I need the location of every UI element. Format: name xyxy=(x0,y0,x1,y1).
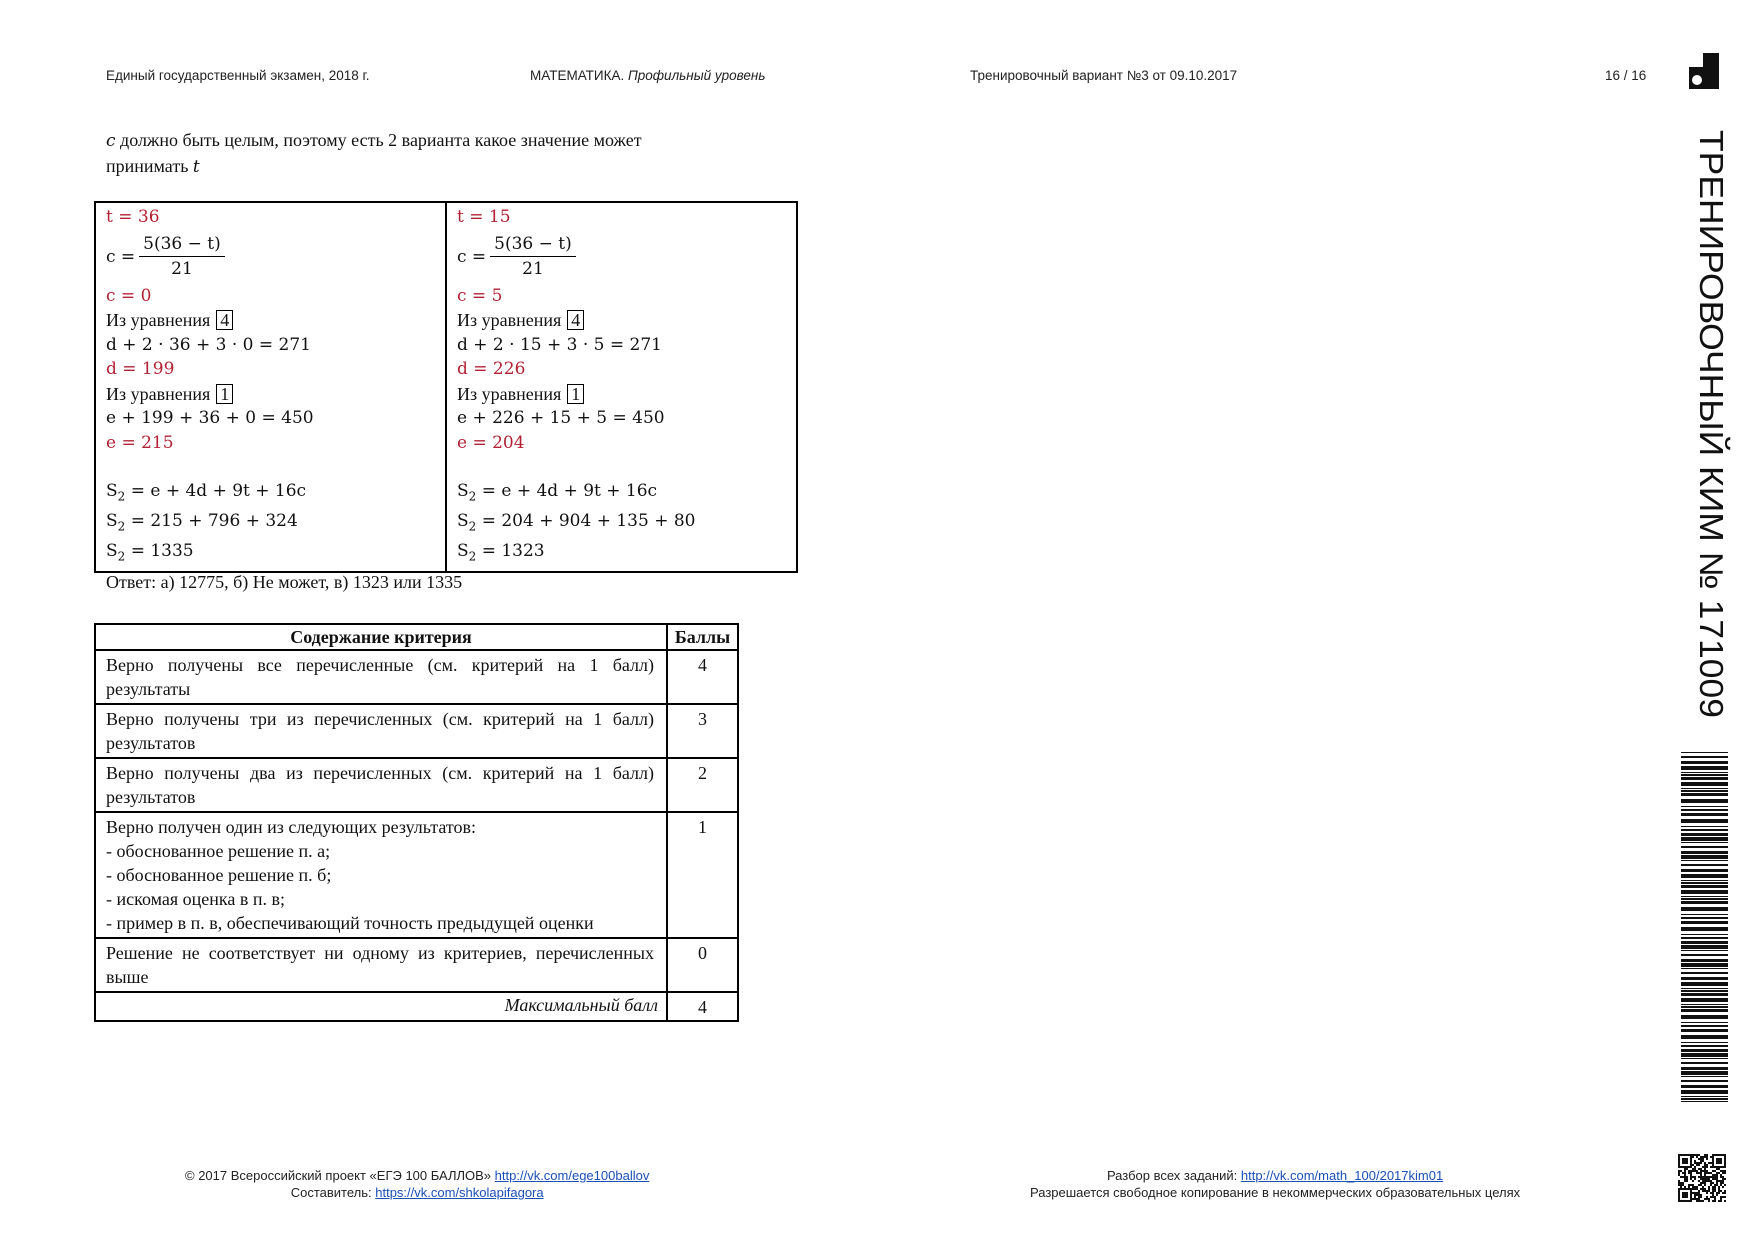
intro-var-t: t xyxy=(192,157,200,177)
table-row xyxy=(95,812,738,938)
e-value: e = 215 xyxy=(106,432,174,453)
footer-link-project[interactable]: http://vk.com/ege100ballov xyxy=(494,1168,650,1183)
s2-subscript: 2 xyxy=(117,489,126,504)
s2-subscript: 2 xyxy=(468,519,477,534)
s2-formula-expr: = e + 4d + 9t + 16c xyxy=(476,481,658,501)
s2-sum-expr: = 204 + 904 + 135 + 80 xyxy=(476,510,696,531)
footer-license: Разрешается свободное копирование в некоммерческих образовательных целях xyxy=(1030,1185,1521,1200)
criterion-text xyxy=(95,812,667,938)
intro-var-c: c xyxy=(106,131,116,151)
table-row xyxy=(95,938,738,992)
fraction-numerator: 5(36 − t) xyxy=(490,234,576,257)
criteria-table xyxy=(94,623,739,1022)
footer-author-label: Составитель: xyxy=(290,1185,372,1200)
s2-sum xyxy=(106,509,435,539)
equation-number-box: 1 xyxy=(216,384,233,404)
e-equation: e + 199 + 36 + 0 = 450 xyxy=(106,408,314,428)
criterion-text: Верно получены все перечисленные (см. критерий на 1 балл) результаты xyxy=(95,650,667,704)
criterion-text: Верно получены три из перечисленных (см. критерий на 1 балл) результатов xyxy=(95,704,667,758)
criterion-line: - обоснованное решение п. б; xyxy=(106,865,332,885)
table-row xyxy=(95,650,738,704)
s2-result xyxy=(457,539,786,569)
intro-text-2: принимать xyxy=(106,156,193,176)
equation-ref-label: Из уравнения xyxy=(106,383,211,404)
criterion-text: Верно получены два из перечисленных (см. критерий на 1 балл) результатов xyxy=(95,758,667,812)
criteria-header-content: Содержание критерия xyxy=(95,624,667,650)
fraction-denominator: 21 xyxy=(522,259,544,279)
s2-symbol: S xyxy=(457,481,469,501)
equation-number-box: 4 xyxy=(216,310,233,330)
equation-number-box: 4 xyxy=(567,310,584,330)
criterion-line: - пример в п. в, обеспечивающий точность предыдущей оценки xyxy=(106,913,594,933)
criterion-score: 1 xyxy=(667,812,738,938)
s2-result xyxy=(106,539,435,569)
criterion-score: 2 xyxy=(667,758,738,812)
s2-sum xyxy=(457,509,786,539)
fraction xyxy=(490,234,576,279)
s2-symbol: S xyxy=(106,540,118,561)
equation-ref-4 xyxy=(457,308,786,333)
header-variant: Тренировочный вариант №3 от 09.10.2017 xyxy=(970,68,1238,83)
criteria-header-score: Баллы xyxy=(667,624,738,650)
equation-number-box: 1 xyxy=(567,384,584,404)
criteria-header-row xyxy=(95,624,738,650)
header-subject-level: Профильный уровень xyxy=(627,68,766,83)
footer-right xyxy=(1030,1167,1520,1201)
solution-case-right xyxy=(446,202,797,572)
criterion-score: 4 xyxy=(667,650,738,704)
qr-code-icon xyxy=(1678,1154,1726,1202)
s2-symbol: S xyxy=(457,510,469,531)
criteria-max-row xyxy=(95,992,738,1021)
t-value: t = 15 xyxy=(457,207,511,227)
equation-ref-4 xyxy=(106,308,435,333)
equation-ref-label: Из уравнения xyxy=(457,310,562,330)
s2-subscript: 2 xyxy=(468,549,477,564)
page-number: 16 / 16 xyxy=(1605,68,1647,83)
d-equation: d + 2 · 36 + 3 · 0 = 271 xyxy=(106,334,311,355)
equation-ref-1 xyxy=(457,382,786,407)
equation-ref-label: Из уравнения xyxy=(106,310,211,330)
header-subject-name: МАТЕМАТИКА. xyxy=(530,68,625,83)
answer-line: Ответ: а) 12775, б) Не может, в) 1323 или 1335 xyxy=(106,572,463,592)
max-score-label: Максимальный балл xyxy=(95,992,667,1021)
intro-text-1: должно быть целым, поэтому есть 2 варианта какое значение может xyxy=(115,130,642,150)
c-formula-label: c = xyxy=(106,246,136,267)
d-equation: d + 2 · 15 + 3 · 5 = 271 xyxy=(457,334,662,355)
fraction xyxy=(139,234,225,279)
header-subject xyxy=(530,68,765,83)
criterion-score: 3 xyxy=(667,704,738,758)
d-value: d = 199 xyxy=(106,359,175,379)
s2-sum-expr: = 215 + 796 + 324 xyxy=(125,510,298,531)
max-score-value: 4 xyxy=(667,992,738,1021)
criterion-score: 0 xyxy=(667,938,738,992)
s2-subscript: 2 xyxy=(117,519,126,534)
s2-formula-expr: = e + 4d + 9t + 16c xyxy=(125,481,307,501)
equation-ref-1 xyxy=(106,382,435,407)
s2-result-expr: = 1335 xyxy=(125,540,194,561)
footer-copyright-text: © 2017 Всероссийский проект «ЕГЭ 100 БАЛЛОВ» xyxy=(185,1168,492,1183)
s2-result-expr: = 1323 xyxy=(476,540,545,561)
criterion-text: Решение не соответствует ни одному из критериев, перечисленных выше xyxy=(95,938,667,992)
e-value: e = 204 xyxy=(457,432,525,453)
c-formula-label: c = xyxy=(457,246,487,267)
barcode-icon xyxy=(1681,752,1728,1102)
criterion-line: - обоснованное решение п. а; xyxy=(106,841,331,861)
c-formula xyxy=(457,230,786,284)
footer-solutions xyxy=(1030,1167,1520,1184)
logo-icon xyxy=(1689,53,1719,89)
c-value: c = 0 xyxy=(106,285,152,306)
s2-symbol: S xyxy=(106,510,118,531)
table-row xyxy=(95,704,738,758)
c-formula xyxy=(106,230,435,284)
svg-text:ТРЕНИРОВОЧНЫЙ КИМ № 171009: ТРЕНИРОВОЧНЫЙ КИМ № 171009 xyxy=(1693,130,1730,677)
fraction-numerator: 5(36 − t) xyxy=(139,234,225,257)
s2-subscript: 2 xyxy=(117,549,126,564)
criterion-line: - искомая оценка в п. в; xyxy=(106,889,285,909)
e-equation: e + 226 + 15 + 5 = 450 xyxy=(457,408,665,428)
equation-ref-label: Из уравнения xyxy=(457,383,562,404)
footer-author xyxy=(185,1184,649,1201)
solution-table xyxy=(94,201,798,573)
t-value: t = 36 xyxy=(106,207,160,227)
s2-symbol: S xyxy=(457,540,469,561)
fraction-denominator: 21 xyxy=(171,259,193,279)
d-value: d = 226 xyxy=(457,359,526,379)
footer-link-author[interactable]: https://vk.com/shkolapifagora xyxy=(375,1185,544,1200)
footer-left xyxy=(185,1167,649,1201)
s2-formula xyxy=(106,479,435,509)
intro-paragraph xyxy=(106,128,766,180)
header-exam: Единый государственный экзамен, 2018 г. xyxy=(106,68,370,83)
solution-case-left xyxy=(95,202,446,572)
s2-symbol: S xyxy=(106,481,118,501)
footer-solutions-label: Разбор всех заданий: xyxy=(1106,1168,1238,1183)
criterion-line: Верно получен один из следующих результатов: xyxy=(106,817,477,837)
s2-subscript: 2 xyxy=(468,489,477,504)
footer-link-solutions[interactable]: http://vk.com/math_100/2017kim01 xyxy=(1240,1168,1444,1183)
c-value: c = 5 xyxy=(457,285,503,306)
table-row xyxy=(95,758,738,812)
s2-formula xyxy=(457,479,786,509)
vertical-title xyxy=(1692,130,1732,730)
footer-copyright xyxy=(185,1167,649,1184)
